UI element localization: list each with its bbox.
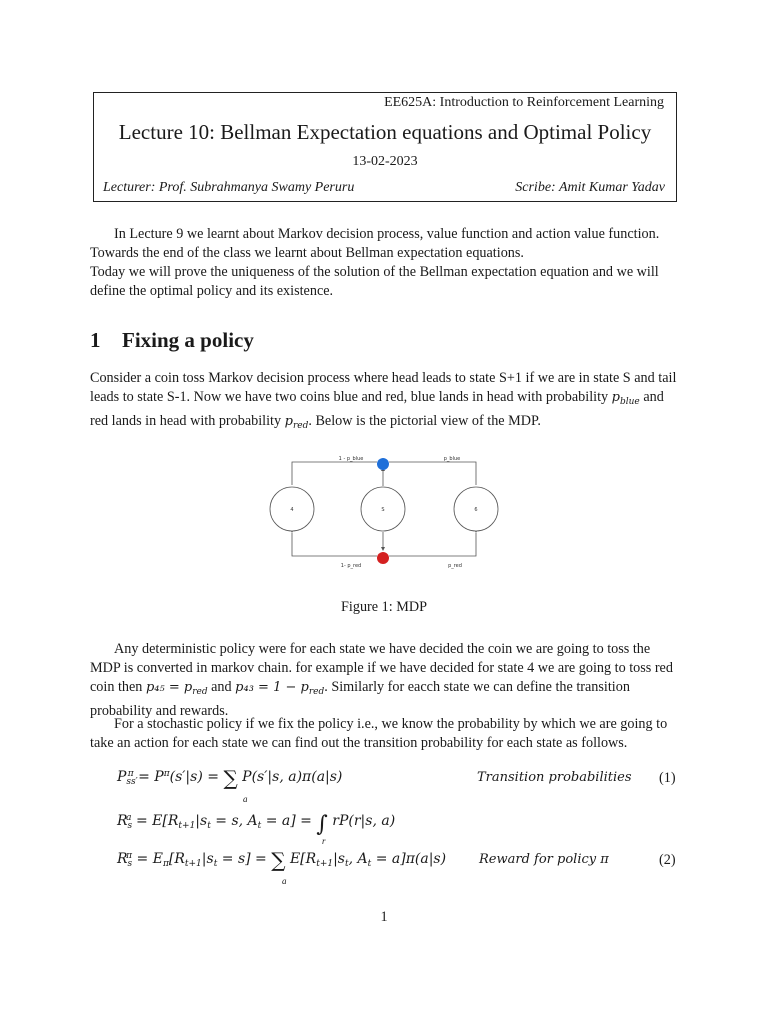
lecturer-name: Lecturer: Prof. Subrahmanya Swamy Peruru — [103, 180, 355, 195]
page-number: 1 — [380, 909, 388, 925]
figure-caption: Figure 1: MDP — [341, 599, 427, 615]
section-heading — [90, 328, 254, 353]
section-number: 1 — [90, 328, 101, 352]
intro-paragraph-2: Today we will prove the uniqueness of the solution of the Bellman expectation equation and we will define the optimal policy and its existence. — [90, 264, 659, 299]
lecture-date: 13-02-2023 — [352, 154, 418, 169]
scribe-name: Scribe: Amit Kumar Yadav — [515, 180, 665, 195]
state-6-label: 6 — [474, 507, 478, 513]
p-red-symbol: $p_{red}$ — [284, 414, 309, 431]
equation-2-label: Reward for policy π — [479, 852, 609, 867]
integral-index-r: r — [322, 836, 326, 846]
lecture-header-box — [93, 92, 677, 202]
p45-equation: $p_{45} = p_{red}$ — [145, 680, 208, 697]
sum-index-a-2: a — [282, 876, 287, 886]
section-title: Fixing a policy — [122, 328, 254, 352]
equation-reward-action: $R_s^a = E[R_{t+1}|s_t = s$, $A_t = a$] = ∫ rP(r|s, a) — [117, 812, 396, 837]
equation-1-number: (1) — [659, 770, 676, 786]
lecture-title: Lecture 10: Bellman Expectation equations and Optimal Policy — [118, 120, 652, 144]
red-coin-node — [377, 552, 389, 564]
edge-label-top-right: p_blue — [443, 456, 461, 462]
course-name: EE625A: Introduction to Reinforcement Learning — [384, 95, 664, 110]
body-paragraph-3: For a stochastic policy if we fix the policy i.e., we know the probability by which we are going to take an action for each state we can find out the transition probability for each state as follows. — [90, 716, 668, 751]
equation-transition: $P_{ss'}^\pi = P^\pi(s'|s)$ = ∑ P(s′|s, a)π(a|s) — [117, 766, 343, 790]
state-s-label: S — [381, 507, 385, 513]
body-paragraph-2: Any deterministic policy were for each state we have decided the coin we are going to toss the MDP is converted in markov chain. for example if we have decided for state 4 we are going to toss red coin then $p_{45} = p_{red}$ and $p_{43} = 1 - p_{red}$. Similarly for eacch state we can define the transition probability and rewards. — [90, 641, 673, 719]
edge-label-bottom-left: 1- p_red — [340, 563, 362, 569]
equation-1-label: Transition probabilities — [477, 770, 632, 785]
edge-label-bottom-right: p_red — [448, 563, 462, 569]
intro-paragraph-1: In Lecture 9 we learnt about Markov decision process, value function and action value function. Towards the end of the class we learnt about Bellman expectation equations. — [90, 226, 660, 261]
edge-label-top-left: 1 - p_blue — [338, 456, 364, 462]
equation-reward-policy: $R_s^\pi = E_\pi[R_{t+1}|s_t = s]$ = ∑ $E[R_{t+1}|s_t$, $A_t = a]\pi(a|s)$ — [117, 848, 447, 872]
p43-equation: $p_{43} = 1 - p_{red}$ — [235, 680, 325, 697]
blue-coin-node — [377, 458, 389, 470]
equation-2-number: (2) — [659, 852, 676, 868]
p-blue-symbol: $p_{blue}$ — [611, 390, 640, 407]
state-4-label: 4 — [290, 507, 294, 513]
section-paragraph-1: Consider a coin toss Markov decision process where head leads to state S+1 if we are in state S and tail leads to state S-1. Now we have two coins blue and red, blue lands in head with probability $p_{blue}$ and red lands in head with probability $p_{red}$. Below is the pictorial view of the MDP. — [90, 370, 677, 431]
sum-index-a-1: a — [243, 794, 248, 804]
mdp-diagram — [265, 452, 505, 572]
